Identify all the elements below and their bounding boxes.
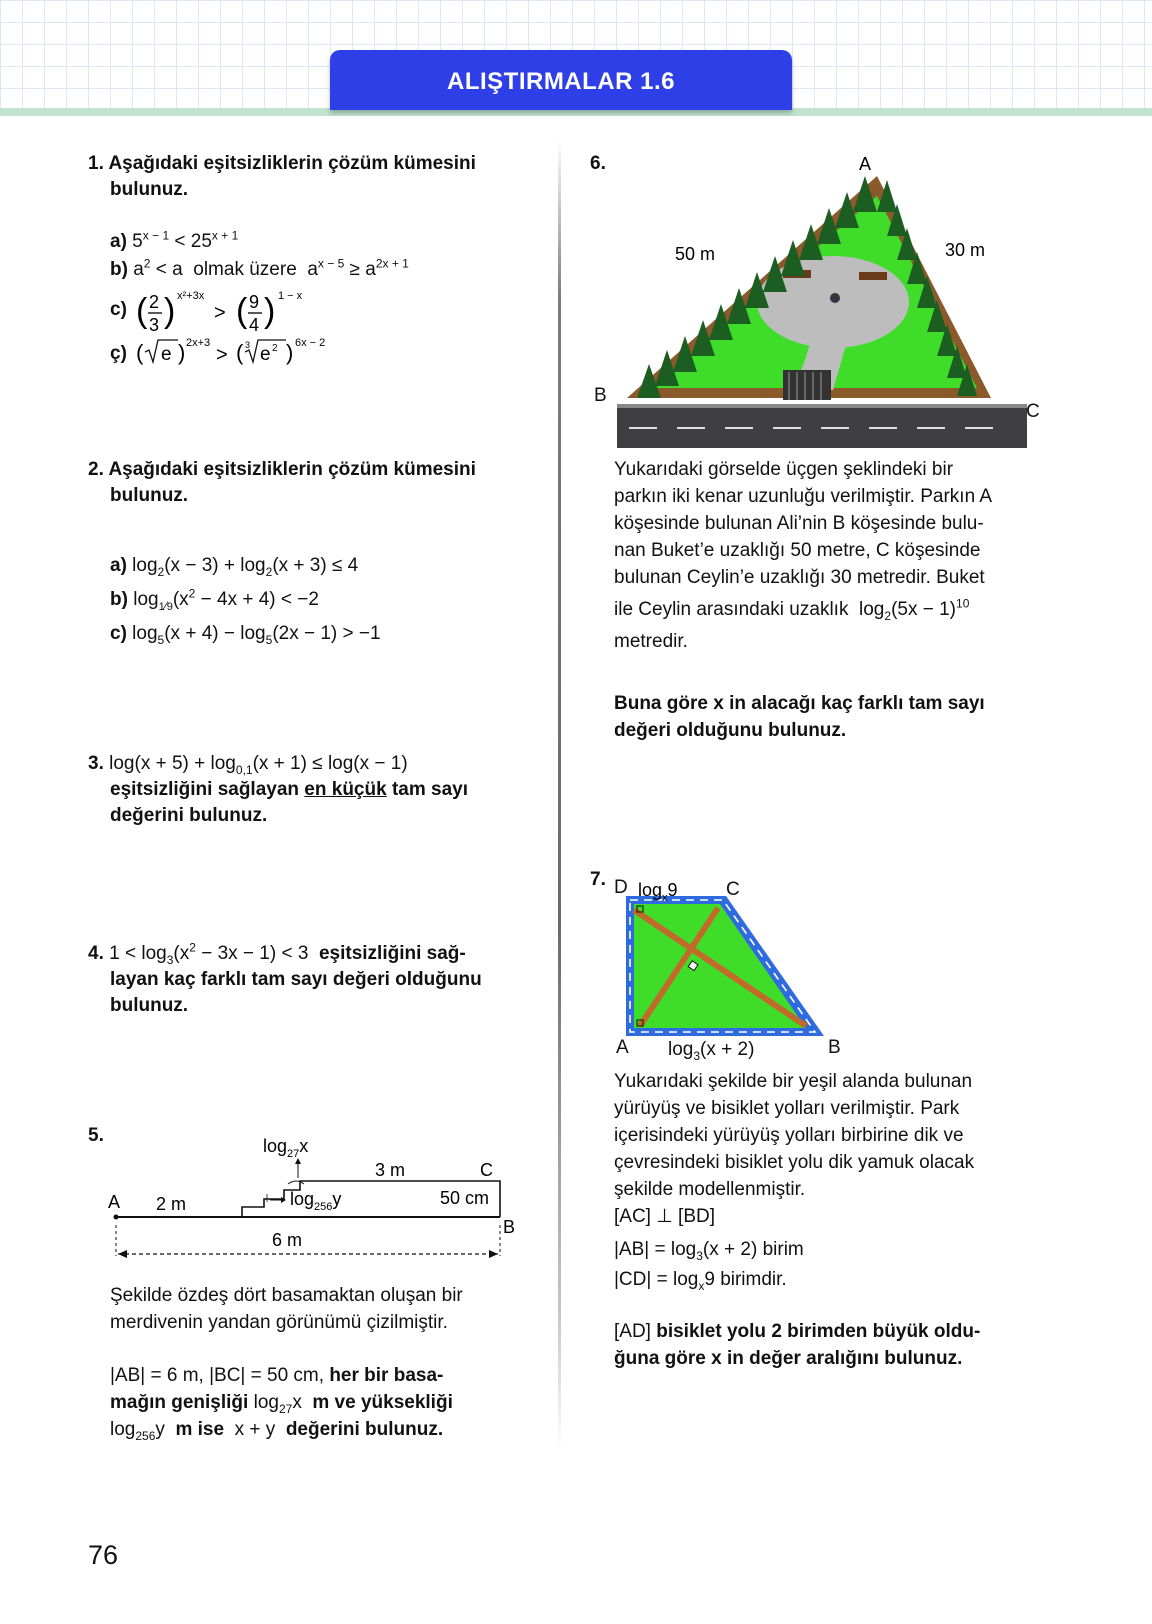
q2-line-1: 2. Aşağıdaki eşitsizliklerin çözüm kümesini [88,459,476,480]
svg-text:): ) [178,340,186,365]
q6-text-3: köşesinde bulunan Ali’nin B köşesinde bulu- [614,513,984,534]
q7-text-ab: $|AB| = \log_3(x + 2)$ birim [614,1239,804,1263]
exercise-title: ALIŞTIRMALAR 1.6 [446,68,675,95]
q6-text-6: ile Ceylin arasındaki uzaklık $\log_2(5x - 1)^{10}$ [614,596,970,623]
svg-text:): ) [164,292,176,330]
q5-text-6: $\log_{256}y$ m ise x + y değerini bulunuz. [110,1419,444,1443]
q7-fig-label-a: A [616,1037,629,1058]
svg-text:2: 2 [149,292,160,312]
q6-fig-label-b: B [594,385,607,406]
svg-text:3: 3 [245,340,251,350]
column-divider [558,140,561,1450]
q2-item-b: b) $\log_{1⁄9}(x^2 - 4x + 4) < -2$ [110,586,319,613]
q1-item-c-label: c) [110,299,127,320]
q2-line-2: bulunuz. [110,485,189,506]
q1-item-cc-formula [136,332,336,372]
q7-fig-label-c: C [726,879,740,900]
q6-fig-label-a: A [859,154,872,174]
svg-text:>: > [216,344,228,366]
q6-fig-label-ab: 50 m [675,244,716,264]
q2-item-a: a) $\log_2(x - 3) + \log_2(x + 3) \le 4$ [110,555,359,579]
q5-fig-label-b: B [503,1217,516,1237]
q5-fig-label-bottom: 6 m [272,1230,303,1250]
q5-text-1: Şekilde özdeş dört basamaktan oluşan bir [110,1285,463,1306]
q1-item-a: a) $5^{x - 1} < 25^{x + 1}$ [110,228,239,252]
q7-text-5: şekilde modellenmiştir. [614,1179,806,1200]
q1-line-1: 1. Aşağıdaki eşitsizliklerin çözüm kümesini [88,153,476,174]
q5-fig-label-top: 3 m [375,1160,406,1180]
svg-text:6x − 2: 6x − 2 [295,337,326,349]
exercise-title-banner [330,50,792,110]
q5-fig-label-left: 2 m [156,1194,187,1214]
svg-text:1 − x: 1 − x [278,290,303,302]
q7-text-2: yürüyüş ve bisiklet yolları verilmiştir. Park [614,1098,960,1119]
q6-number: 6. [590,153,606,174]
svg-text:2x+3: 2x+3 [186,337,211,349]
q5-text-5: mağın genişliği $\log_{27}x$ m ve yüksekliği [110,1392,453,1416]
svg-text:(: ( [136,292,148,330]
svg-text:log27x: $\log_{27}x$ [263,1136,309,1160]
q6-question-1: Buna göre x in alacağı kaç farklı tam sayı [614,693,985,714]
svg-text:): ) [286,340,294,365]
q3-line-1: 3. $\log(x + 5) + \log_{0,1}(x + 1) \le \log(x - 1)$ [88,753,408,777]
q7-text-cd: $|CD| = \log_x9$ birimdir. [614,1269,787,1293]
q4-line-3: bulunuz. [110,995,189,1016]
q1-line-2: bulunuz. [110,179,189,200]
svg-text:e: e [161,344,172,365]
svg-text:2: 2 [272,343,278,354]
svg-text:e: e [260,344,271,365]
q7-fig-label-d: D [614,877,628,898]
q5-number: 5. [88,1125,104,1146]
q5-text-2: merdivenin yandan görünümü çizilmiştir. [110,1312,448,1333]
svg-text:): ) [264,292,276,330]
q5-text-4: |AB| = 6 m, |BC| = 50 cm, her bir basa- [110,1365,444,1386]
q3-line-3: değerini bulunuz. [110,805,268,826]
q3-line-2: eşitsizliğini sağlayan en küçük tam sayı [110,779,468,800]
q4-line-1: 4. $1 < \log_3(x^2 - 3x - 1) < 3$ eşitsizliğini sağ- [88,940,466,967]
q6-text-7: metredir. [614,631,688,652]
q7-question-1: [AD] bisiklet yolu 2 birimden büyük oldu- [614,1321,981,1342]
q6-park-figure [615,150,1030,455]
q7-text-3: içerisindeki yürüyüş yolları birbirine dik ve [614,1125,964,1146]
q6-text-4: nan Buket’e uzaklığı 50 metre, C köşesinde [614,540,981,561]
svg-text:logx9: $\log_x9$ [638,880,678,904]
q7-text-perp: [AC] ⊥ [BD] [614,1206,716,1227]
q5-fig-label-a: A [108,1192,121,1212]
svg-text:(: ( [236,340,244,365]
q7-fig-label-b: B [828,1037,841,1058]
svg-text:(: ( [136,340,144,365]
svg-text:>: > [214,302,226,324]
q5-fig-label-right: 50 cm [440,1188,490,1208]
svg-text:(: ( [236,292,248,330]
q5-fig-label-c: C [480,1160,493,1180]
page-number: 76 [88,1540,119,1570]
q6-fig-label-ac: 30 m [945,240,986,260]
q1-item-cc-label: ç) [110,343,127,364]
q7-question-2: ğuna göre x in değer aralığını bulunuz. [614,1348,963,1369]
q4-line-2: layan kaç farklı tam sayı değeri olduğunu [110,969,482,990]
q6-fig-label-c: C [1026,401,1040,422]
q7-fig-label-ab: $\log_3(x + 2)$ [668,1039,755,1063]
svg-text:log256y: $\log_{256}y$ [290,1189,342,1213]
svg-text:3: 3 [149,315,160,335]
q6-text-2: parkın iki kenar uzunluğu verilmiştir. Parkın A [614,486,993,507]
q7-trapezoid-figure [610,862,870,1062]
q6-text-5: bulunan Ceylin’e uzaklığı 30 metredir. Buket [614,567,985,588]
q7-text-1: Yukarıdaki şekilde bir yeşil alanda bulunan [614,1071,973,1092]
svg-text:4: 4 [249,315,260,335]
q7-text-4: çevresindeki bisiklet yolu dik yamuk olacak [614,1152,975,1173]
svg-text:x²+3x: x²+3x [177,290,205,302]
svg-text:9: 9 [249,292,260,312]
q2-item-c: c) $\log_5(x + 4) - \log_5(2x - 1) > -1$ [110,623,381,647]
q6-question-2: değeri olduğunu bulunuz. [614,720,847,741]
q1-item-b: b) $a^2 < a$ olmak üzere $a^{x - 5} \ge a^{2x + 1}$ [110,256,409,280]
q5-stair-figure [108,1120,528,1270]
q6-text-1: Yukarıdaki görselde üçgen şeklindeki bir [614,459,954,480]
q7-number: 7. [590,869,606,890]
